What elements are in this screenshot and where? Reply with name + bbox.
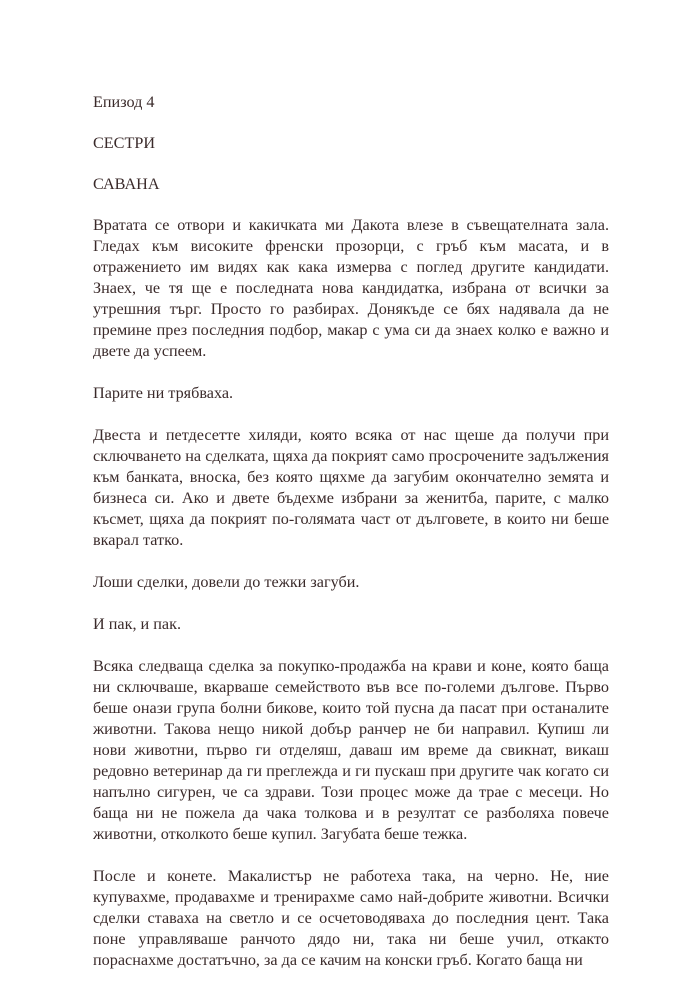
paragraph: Двеста и петдесетте хиляди, която всяка от нас щеше да получи при сключването на сделката, щяха да покрият само просрочените задължения към банката, вноска, без която щяхме да загубим окончателно земята и бизнеса си. Ако и двете бъдехме избрани за женитба, парите, с малко късмет, щяха да покрият по-голямата част от дълговете, в които ни беше вкарал татко. xyxy=(93,426,609,549)
paragraph: После и конете. Макалистър не работеха така, на черно. Не, ние купувахме, продавахме и тренирахме само най-добрите животни. Всички сделки ставаха на светло и се осчетоводяваха до последния цент. Така поне управляваше ранчото дядо ни, така ни беше учил, откакто пораснахме достатъчно, за да се качим на конски гръб. Когато баща ни xyxy=(93,867,609,969)
paragraph: Всяка следваща сделка за покупко-продажба на крави и коне, която баща ни сключваше, вкарваше семейството във все по-големи дългове. Първо беше онази група болни бикове, които той пусна да пасат при останалите животни. Такова нещо никой добър ранчер не би направил. Купиш ли нови животни, първо ги отделяш, даваш им време да свикнат, викаш редовно ветеринар да ги преглежда и ги пускаш при другите чак когато си напълно сигурен, че са здрави. Този процес може да трае с месеци. Но баща ни не пожела да чака толкова и в резултат се разболяха повече животни, отколкото беше купил. Загубата беше тежка. xyxy=(93,657,609,843)
paragraph: Лоши сделки, довели до тежки загуби. xyxy=(93,573,360,591)
section-title: СЕСТРИ xyxy=(93,134,156,152)
document-page xyxy=(93,92,609,992)
paragraph: Вратата се отвори и какичката ми Дакота влезе в съвещателната зала. Гледах към високите френски прозорци, с гръб към масата, и в отражението им видях как кака измерва с поглед другите кандидати. Знаех, че тя ще е последната нова кандидатка, избрана от всички за утрешния търг. Просто го разбирах. Донякъде се бях надявала да не премине през последния подбор, макар с ума си да знаех колко е важно и двете да успеем. xyxy=(93,216,609,360)
episode-label: Епизод 4 xyxy=(93,93,155,111)
paragraph: Парите ни трябваха. xyxy=(93,384,234,402)
paragraph: И пак, и пак. xyxy=(93,615,182,633)
chapter-name: САВАНА xyxy=(93,175,160,193)
